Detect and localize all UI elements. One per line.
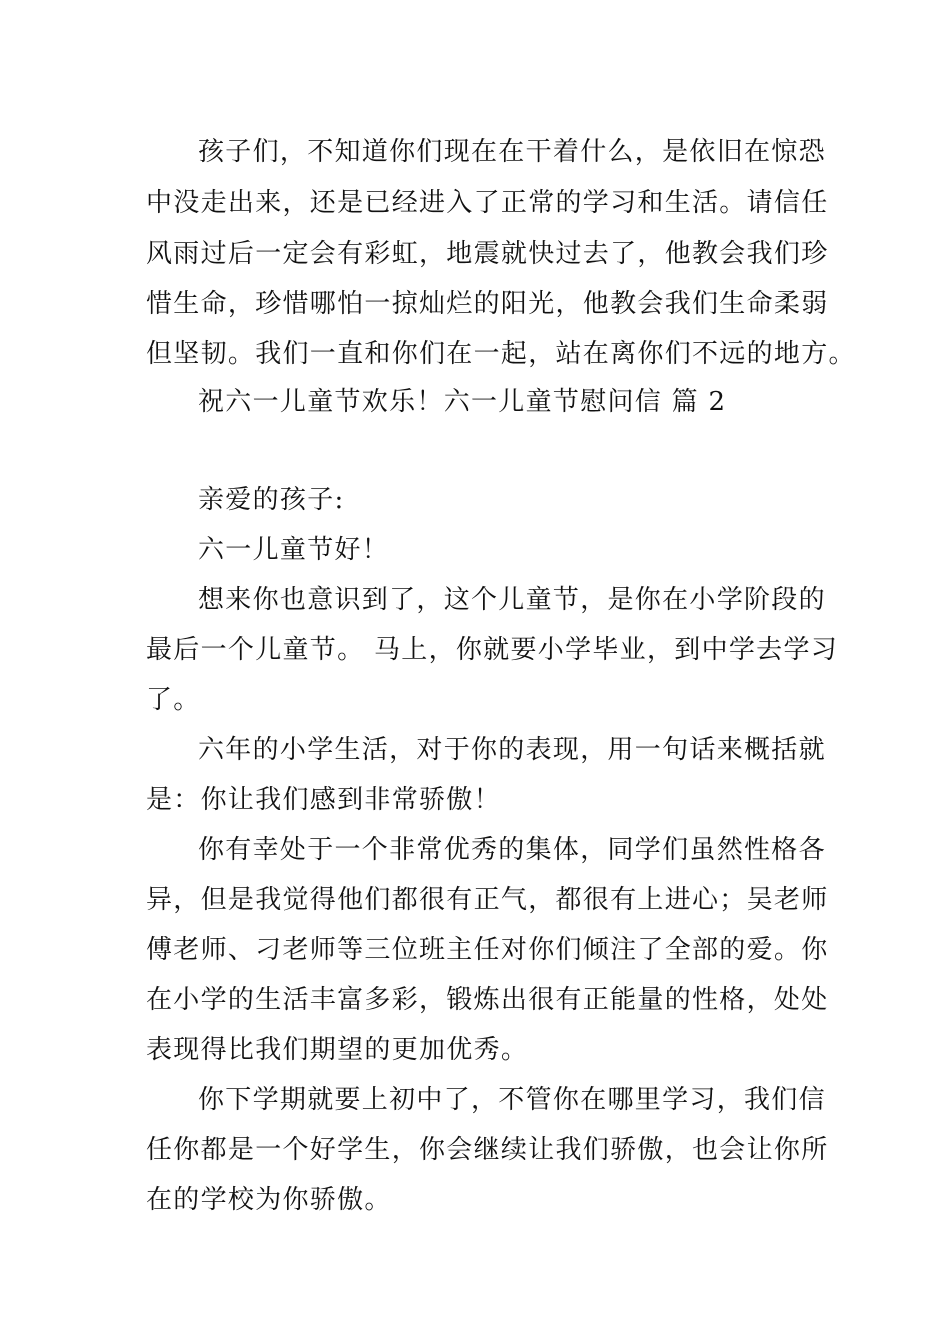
paragraph-line: 在小学的生活丰富多彩，锻炼出很有正能量的性格，处处 <box>146 985 829 1015</box>
paragraph-line: 任你都是一个好学生，你会继续让我们骄傲，也会让你所 <box>146 1135 829 1165</box>
paragraph-line: 你有幸处于一个非常优秀的集体，同学们虽然性格各 <box>198 835 826 865</box>
paragraph-line: 风雨过后一定会有彩虹，地震就快过去了，他教会我们珍 <box>146 239 829 269</box>
paragraph-line: 傅老师、刁老师等三位班主任对你们倾注了全部的爱。你 <box>146 935 829 965</box>
paragraph-line: 孩子们，不知道你们现在在干着什么，是依旧在惊恐 <box>198 137 826 167</box>
paragraph-line: 中没走出来，还是已经进入了正常的学习和生活。请信任 <box>146 188 829 218</box>
paragraph-line: 惜生命，珍惜哪怕一掠灿烂的阳光，他教会我们生命柔弱 <box>146 289 829 319</box>
greeting: 六一儿童节好！ <box>198 535 390 565</box>
paragraph-line: 想来你也意识到了，这个儿童节，是你在小学阶段的 <box>198 585 826 615</box>
salutation: 亲爱的孩子: <box>198 485 345 515</box>
paragraph-line: 异，但是我觉得他们都很有正气，都很有上进心；吴老师 <box>146 885 829 915</box>
section-heading: 祝六一儿童节欢乐！六一儿童节慰问信 篇 2 <box>198 387 727 417</box>
paragraph-line: 表现得比我们期望的更加优秀。 <box>146 1035 529 1065</box>
paragraph-line: 但坚韧。我们一直和你们在一起，站在离你们不远的地方。 <box>146 339 856 369</box>
paragraph-line: 是：你让我们感到非常骄傲！ <box>146 785 501 815</box>
paragraph-line: 六年的小学生活，对于你的表现，用一句话来概括就 <box>198 735 826 765</box>
paragraph-line: 最后一个儿童节。 马上，你就要小学毕业，到中学去学习 <box>146 635 839 665</box>
paragraph-line: 了。 <box>146 685 201 715</box>
paragraph-line: 你下学期就要上初中了，不管你在哪里学习，我们信 <box>198 1085 826 1115</box>
paragraph-line: 在的学校为你骄傲。 <box>146 1185 392 1215</box>
